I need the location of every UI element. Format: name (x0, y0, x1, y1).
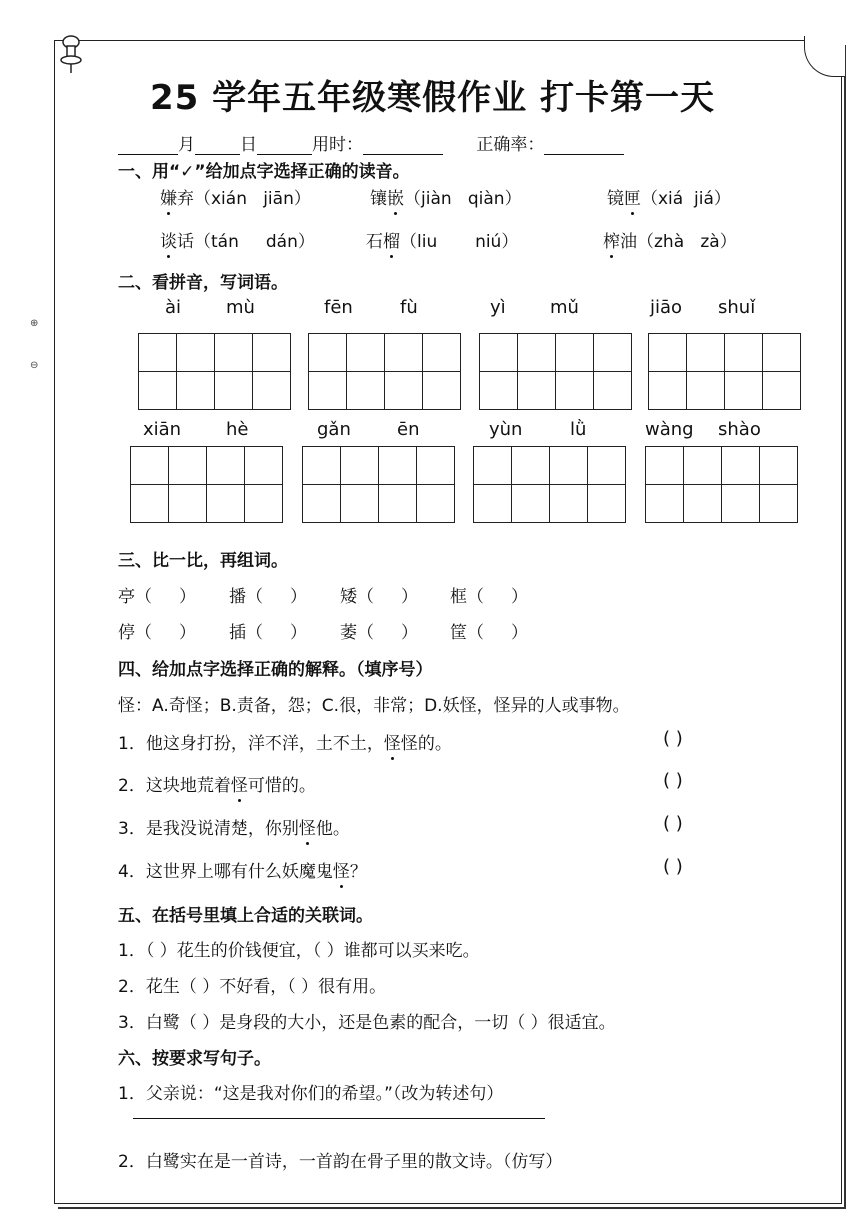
dotted-char: 嵌 (387, 189, 404, 209)
pinyin-label: yùn (489, 419, 523, 440)
section-2-heading: 二、看拼音，写词语。 (118, 273, 288, 293)
pinyin-choice-item[interactable]: 镜匣（xiá jiá） (607, 189, 731, 209)
pinyin-option: liu (417, 232, 438, 252)
compare-close: ） (401, 623, 419, 643)
compare-item[interactable] (340, 582, 418, 607)
pinyin-choice-item[interactable]: 嫌弃（xián jiān） (160, 189, 311, 209)
compare-char: 框（ (450, 587, 484, 607)
compare-close: ） (401, 587, 419, 607)
answer-paren[interactable]: ( ) (663, 856, 683, 877)
conjunction-question[interactable]: 2．花生（ ）不好看，（ ）很有用。 (118, 977, 387, 997)
compare-close: ） (290, 623, 308, 643)
pinyin-option: jiá (694, 189, 714, 209)
header-fields (118, 130, 624, 155)
compare-item[interactable] (118, 582, 196, 607)
word-rest: 镜 (607, 189, 624, 209)
binding-mark: ⊕ (30, 318, 39, 329)
pinyin-option: zhà (654, 232, 685, 252)
writing-grid[interactable] (308, 333, 461, 410)
dotted-char: 匣 (624, 189, 641, 209)
word-rest: 弃 (177, 189, 194, 209)
dotted-char: 怪 (332, 862, 350, 882)
pinyin-option: tán (211, 232, 239, 252)
meaning-question (118, 814, 350, 839)
pinyin-choice-item[interactable]: 榨油（zhà zà） (603, 232, 737, 252)
dotted-char: 榴 (383, 232, 400, 252)
pinyin-choice-item[interactable]: 镶嵌（jiàn qiàn） (370, 189, 522, 209)
conjunction-question[interactable]: 1．（ ）花生的价钱便宜，（ ）谁都可以买来吃。 (118, 941, 480, 961)
compare-char: 筐（ (450, 623, 484, 643)
pinyin-label: ài (165, 297, 182, 318)
binding-mark: ⊖ (30, 360, 39, 371)
sentence-question: 2．白鹭实在是一首诗，一首韵在骨子里的散文诗。（仿写） (118, 1152, 563, 1172)
compare-close: ） (511, 623, 529, 643)
dotted-char: 怪 (230, 776, 248, 796)
time-blank[interactable] (363, 136, 443, 155)
compare-close: ） (290, 587, 308, 607)
writing-grid[interactable] (645, 446, 798, 523)
compare-close: ） (179, 587, 197, 607)
writing-grid[interactable] (302, 446, 455, 523)
section-6-heading: 六、按要求写句子。 (118, 1049, 271, 1069)
section-4-heading: 四、给加点字选择正确的解释。（填序号） (118, 660, 433, 680)
pinyin-option: niú (475, 232, 502, 252)
compare-item[interactable] (450, 582, 528, 607)
question-text: 怪的。 (400, 734, 452, 754)
compare-item[interactable] (229, 618, 307, 643)
writing-grid[interactable] (130, 446, 283, 523)
pinyin-label: fēn (324, 297, 353, 318)
writing-grid[interactable] (138, 333, 291, 410)
sentence-question: 1．父亲说：“这是我对你们的希望。”（改为转述句） (118, 1084, 504, 1104)
writing-grid[interactable] (473, 446, 626, 523)
pinyin-option: xiá (658, 189, 684, 209)
pinyin-label: hè (226, 419, 249, 440)
dotted-char: 嫌 (160, 189, 177, 209)
pinyin-choice-item[interactable]: 石榴（liu niú） (366, 232, 519, 252)
compare-item[interactable] (229, 582, 307, 607)
meaning-question (118, 729, 452, 754)
answer-paren[interactable]: ( ) (663, 813, 683, 834)
compare-close: ） (179, 623, 197, 643)
meaning-question (118, 857, 367, 882)
compare-item[interactable] (340, 618, 418, 643)
pinyin-option: zà (700, 232, 720, 252)
accuracy-label: 正确率： (476, 135, 545, 155)
time-label: 用时： (312, 135, 363, 155)
day-label: 日 (240, 135, 257, 155)
pinyin-label: ēn (397, 419, 420, 440)
pinyin-label: shuǐ (718, 297, 756, 318)
word-rest: 石 (366, 232, 383, 252)
writing-grid[interactable] (479, 333, 632, 410)
compare-char: 插（ (229, 623, 263, 643)
dotted-char: 怪 (298, 819, 316, 839)
word-rest: 话 (177, 232, 194, 252)
compare-char: 萎（ (340, 623, 374, 643)
pinyin-option: xián (211, 189, 247, 209)
meaning-question (118, 771, 316, 796)
question-text: 1．他这身打扮，洋不洋，土不土， (118, 734, 384, 754)
question-text: 2．这块地荒着 (118, 776, 231, 796)
question-text: 3．是我没说清楚，你别 (118, 819, 299, 839)
time-blank-pre[interactable] (257, 136, 312, 155)
pinyin-label: yì (490, 297, 506, 318)
section-1-heading: 一、用“✓”给加点字选择正确的读音。 (118, 162, 410, 182)
pushpin-icon (58, 34, 84, 74)
compare-char: 亭（ (118, 587, 152, 607)
compare-item[interactable] (450, 618, 528, 643)
pinyin-option: dán (265, 232, 298, 252)
pinyin-label: fù (400, 297, 418, 318)
pinyin-option: jiàn (421, 189, 452, 209)
day-blank[interactable] (195, 136, 240, 155)
compare-char: 播（ (229, 587, 263, 607)
answer-paren[interactable]: ( ) (663, 728, 683, 749)
pinyin-option: qiàn (467, 189, 505, 209)
pinyin-label: mù (226, 297, 255, 318)
dotted-char: 谈 (160, 232, 177, 252)
pinyin-option: jiān (263, 189, 294, 209)
answer-line[interactable] (133, 1118, 545, 1119)
question-text: 4．这世界上哪有什么妖魔鬼 (118, 862, 333, 882)
question-text: 他。 (315, 819, 350, 839)
compare-close: ） (511, 587, 529, 607)
dotted-char: 怪 (383, 734, 401, 754)
month-label: 月 (178, 135, 195, 155)
word-rest: 镶 (370, 189, 387, 209)
month-blank[interactable] (118, 136, 178, 155)
pinyin-choice-item[interactable]: 谈话（tán dán） (160, 232, 315, 252)
pinyin-label: wàng (645, 419, 694, 440)
compare-char: 停（ (118, 623, 152, 643)
question-text: ？ (349, 862, 367, 882)
page-title: 25 学年五年级寒假作业 打卡第一天 (150, 78, 715, 118)
section-3-heading: 三、比一比，再组词。 (118, 551, 288, 571)
conjunction-question[interactable]: 3．白鹭（ ）是身段的大小，还是色素的配合，一切（ ）很适宜。 (118, 1013, 616, 1033)
compare-char: 矮（ (340, 587, 374, 607)
accuracy-blank[interactable] (544, 136, 624, 155)
pinyin-label: jiāo (650, 297, 683, 318)
answer-paren[interactable]: ( ) (663, 770, 683, 791)
pinyin-label: mǔ (550, 297, 579, 318)
definition-line: 怪：A.奇怪；B.责备，怨；C.很，非常；D.妖怪，怪异的人或事物。 (118, 696, 630, 716)
pinyin-label: xiān (143, 419, 182, 440)
pinyin-label: gǎn (317, 419, 351, 440)
section-5-heading: 五、在括号里填上合适的关联词。 (118, 906, 373, 926)
compare-item[interactable] (118, 618, 196, 643)
dotted-char: 榨 (603, 232, 620, 252)
writing-grid[interactable] (648, 333, 801, 410)
question-text: 可惜的。 (247, 776, 316, 796)
word-rest: 油 (620, 232, 637, 252)
pinyin-label: shào (718, 419, 761, 440)
pinyin-label: lǜ (570, 419, 587, 440)
